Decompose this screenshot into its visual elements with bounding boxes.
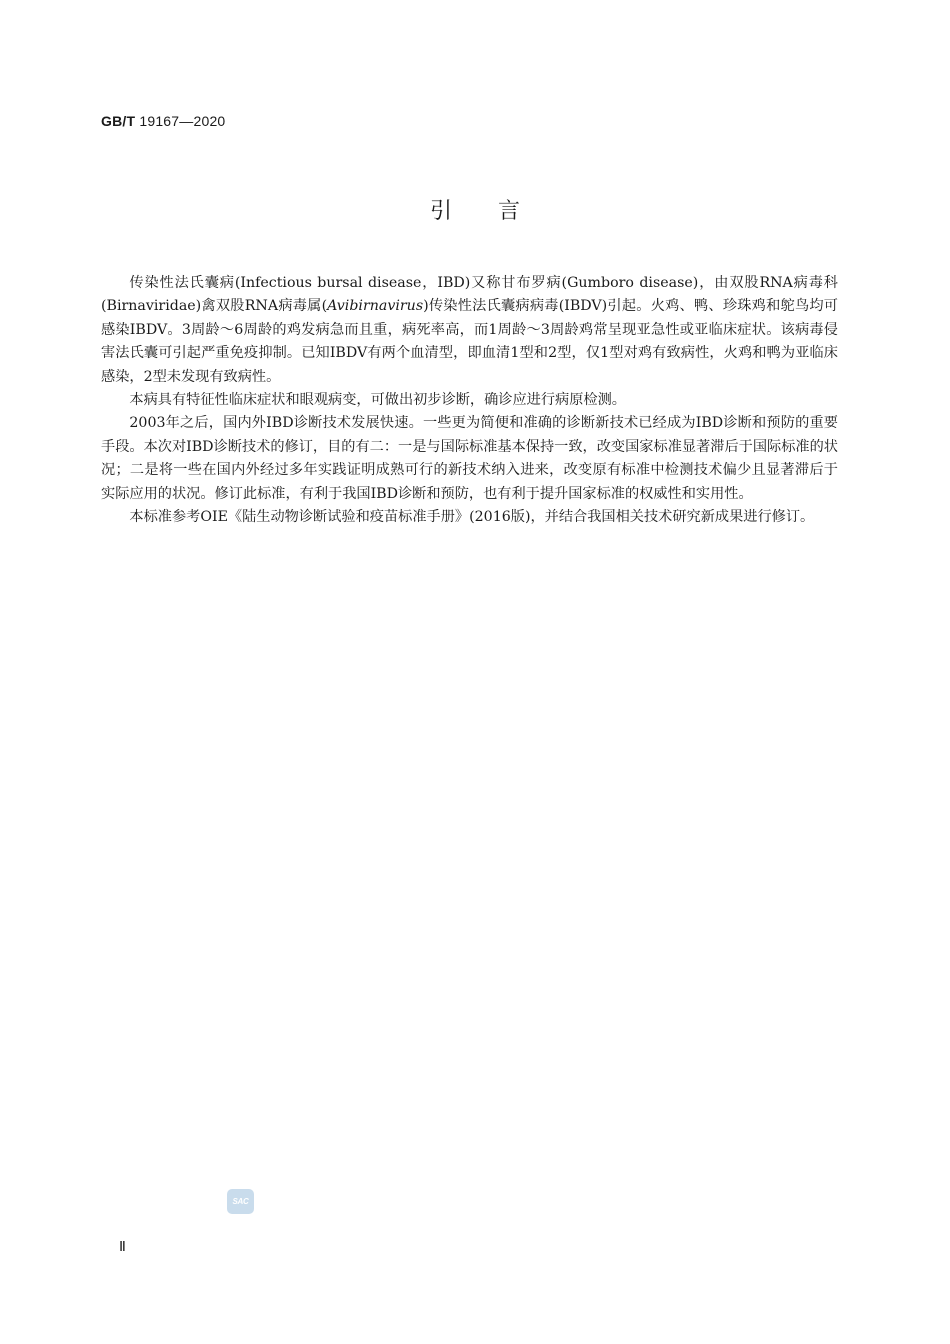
paragraph-3: 2003年之后，国内外IBD诊断技术发展快速。一些更为简便和准确的诊断新技术已经成为IBD诊断和预防的重要手段。本次对IBD诊断技术的修订，目的有二：一是与国际标准基本保持一致，改变国家标准显著滞后于国际标准的状况；二是将一些在国内外经过多年实践证明成熟可行的新技术纳入进来，改变原有标准中检测技术偏少且显著滞后于实际应用的状况。修订此标准，有利于我国IBD诊断和预防，也有利于提升国家标准的权威性和实用性。	[101, 415, 838, 502]
genus-name-italic: Avibirnavirus	[327, 298, 424, 315]
introduction-body	[101, 272, 838, 529]
paragraph-2: 本病具有特征性临床症状和眼观病变，可做出初步诊断，确诊应进行病原检测。	[129, 392, 626, 409]
sac-watermark-logo: SAC	[227, 1189, 254, 1214]
paragraph-1	[101, 272, 838, 389]
standard-code	[101, 113, 225, 129]
standard-prefix: GB/T	[101, 113, 136, 129]
section-title: 引言	[429, 199, 566, 224]
page-number: Ⅱ	[119, 1240, 126, 1255]
paragraph-1-part-a: 传染性法氏囊病(Infectious bursal disease，IBD)又称甘布罗病(Gumboro disease)，由双股RNA病毒科(Birnaviridae)禽双股RNA病毒属(	[101, 275, 838, 315]
paragraph-1-part-b: )传染性法氏囊病病毒(IBDV)引起。火鸡、鸭、珍珠鸡和鸵鸟均可感染IBDV。3周龄～6周龄的鸡发病急而且重，病死率高，而1周龄～3周龄鸡常呈现亚急性或亚临床症状。该病毒侵害法氏囊可引起严重免疫抑制。已知IBDV有两个血清型，即血清1型和2型，仅1型对鸡有致病性，火鸡和鸭为亚临床感染，2型未发现有致病性。	[101, 298, 838, 385]
paragraph-4: 本标准参考OIE《陆生动物诊断试验和疫苗标准手册》(2016版)，并结合我国相关技术研究新成果进行修订。	[129, 509, 815, 526]
standard-number: 19167—2020	[139, 113, 226, 129]
